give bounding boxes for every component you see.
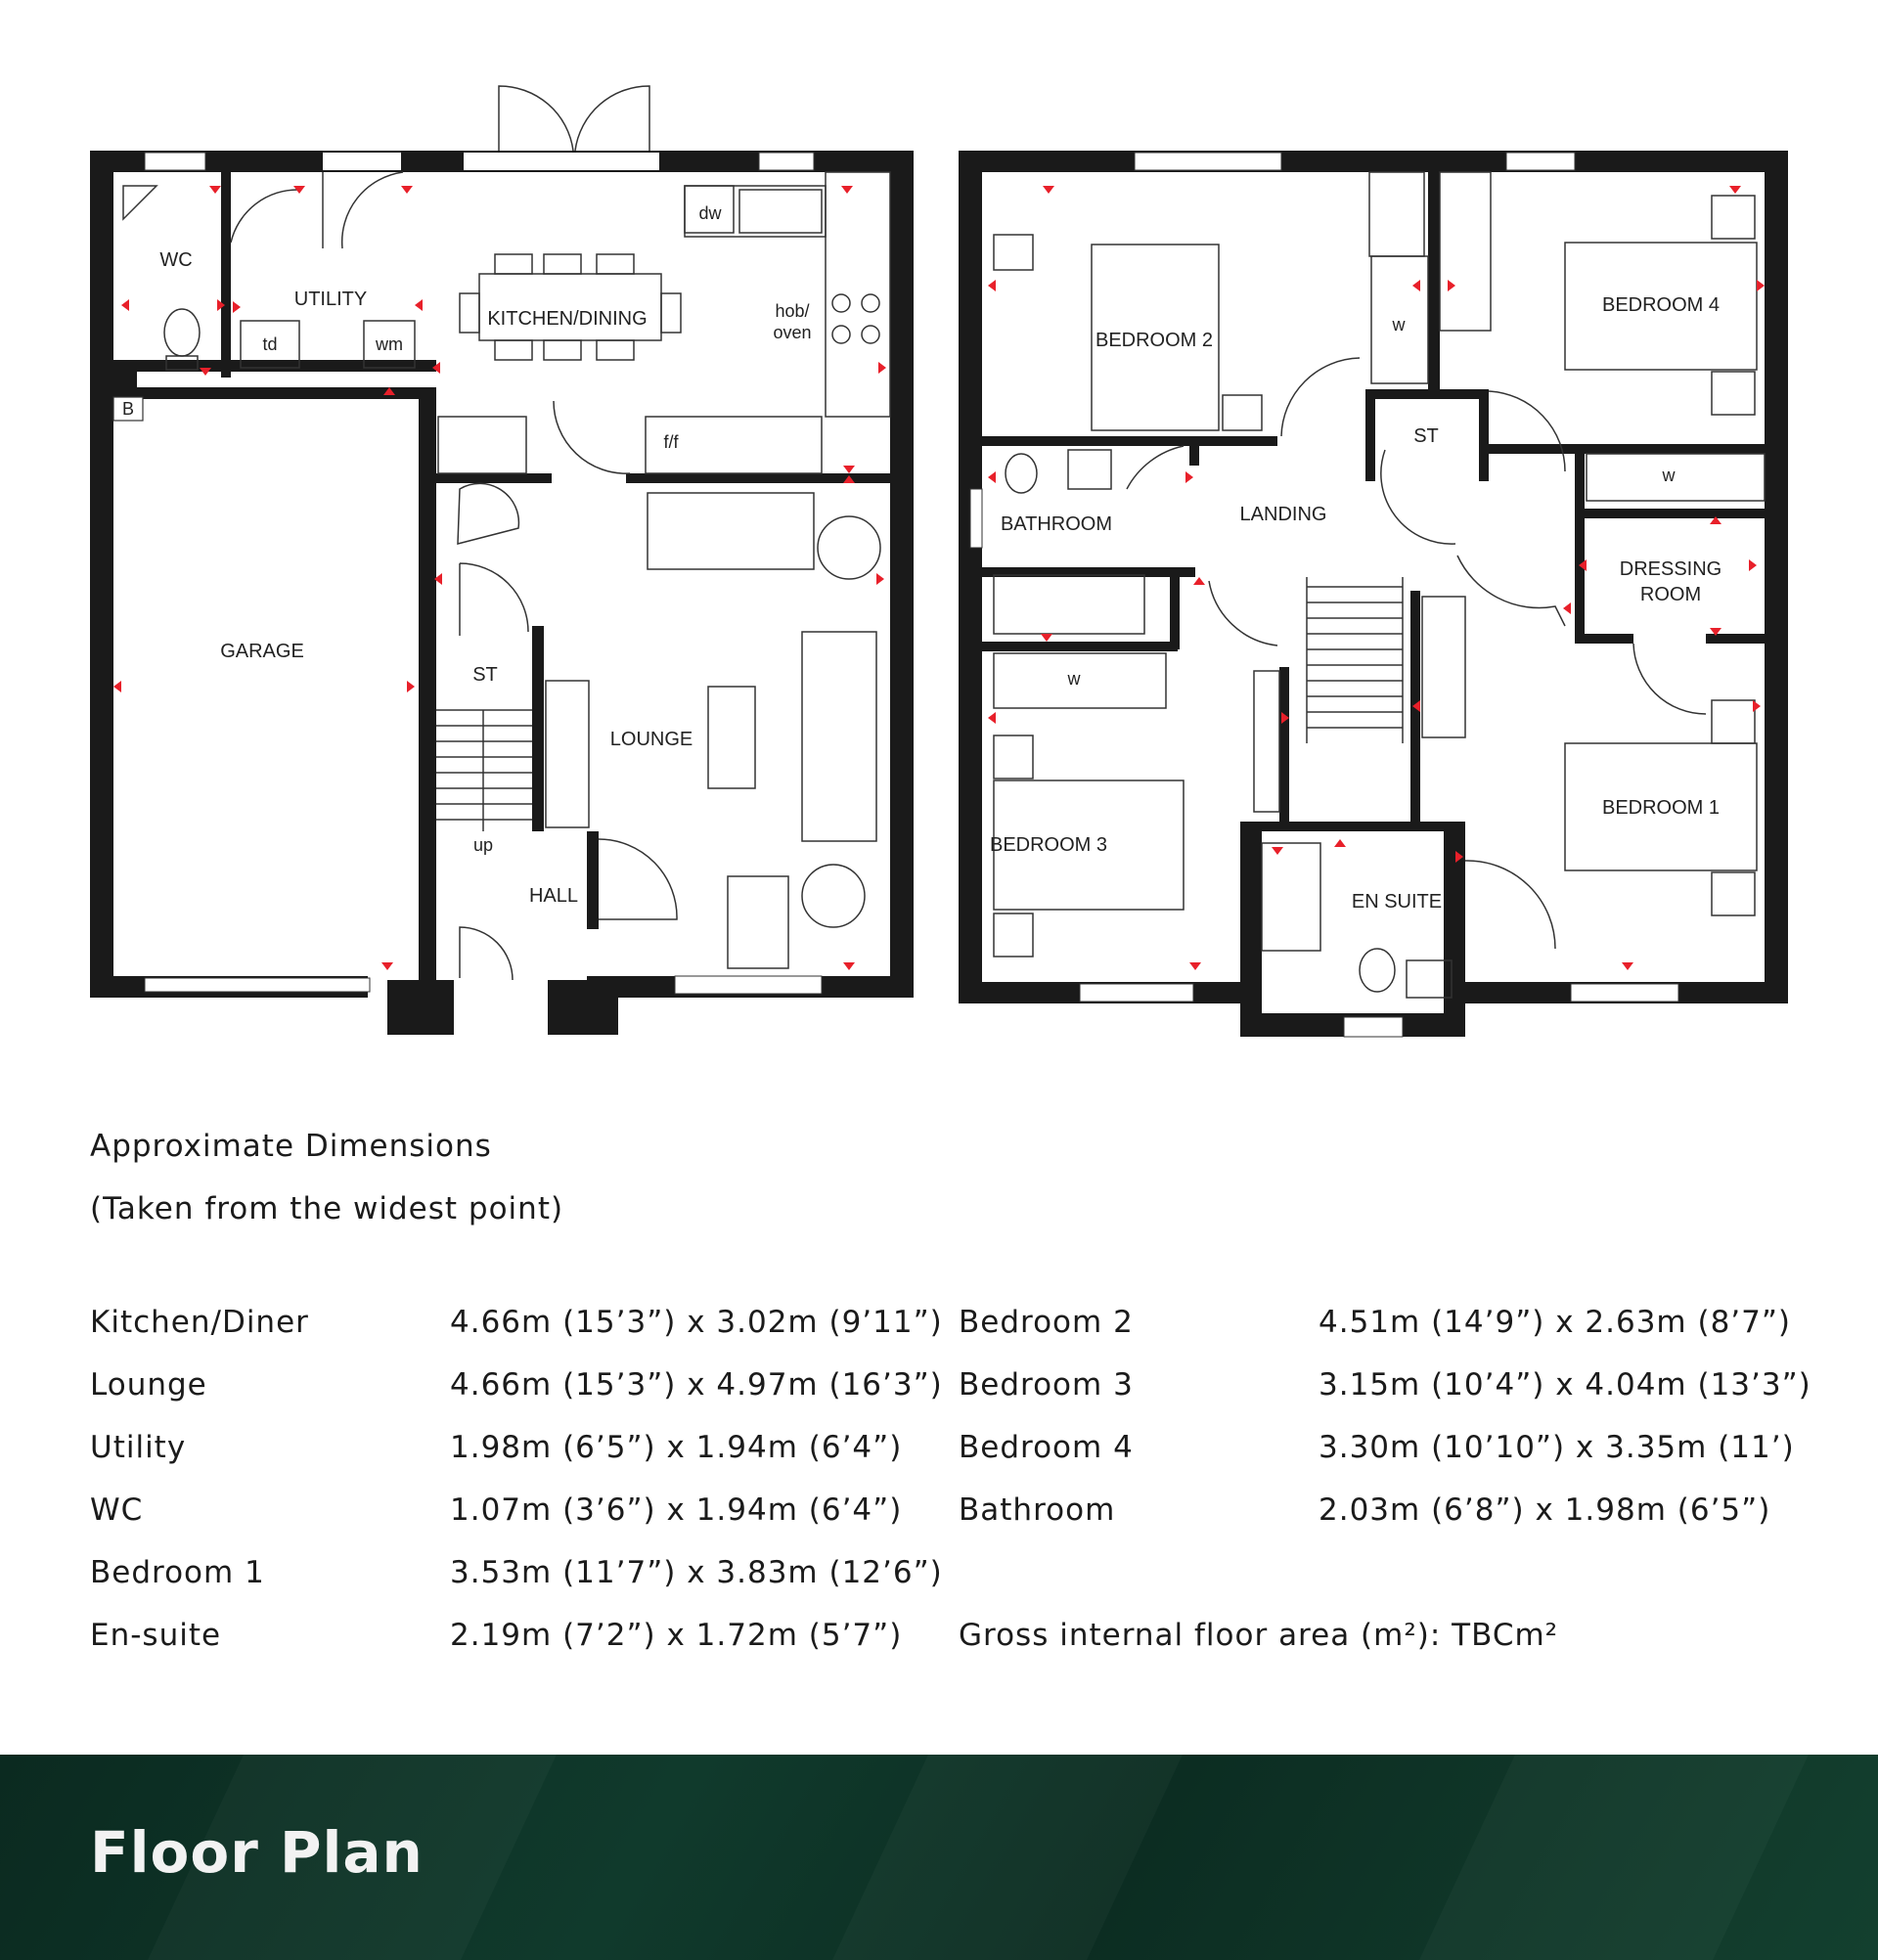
dim-room-wc: WC	[90, 1492, 144, 1528]
dim-room-utility: Utility	[90, 1430, 187, 1465]
first-floor-plan	[959, 151, 1788, 1037]
boiler-label: B	[121, 399, 135, 419]
dim-room-bedroom3: Bedroom 3	[959, 1367, 1134, 1403]
wardrobe-label-2: w	[1067, 669, 1081, 689]
dim-size-bedroom3: 3.15m (10’4”) x 4.04m (13’3”)	[1319, 1367, 1811, 1403]
bedroom1-label: BEDROOM 1	[1601, 797, 1721, 819]
dim-room-bedroom2: Bedroom 2	[959, 1305, 1134, 1340]
kitchen-dining-label: KITCHEN/DINING	[487, 308, 648, 330]
dim-room-bathroom: Bathroom	[959, 1492, 1116, 1528]
hob-label: hob/	[775, 301, 810, 321]
gross-floor-area: Gross internal floor area (m²): TBCm²	[959, 1618, 1559, 1653]
dimensions-title: Approximate Dimensions	[90, 1129, 492, 1164]
wardrobe-label-1: w	[1392, 315, 1406, 334]
wm-label: wm	[376, 334, 403, 354]
dim-room-bedroom4: Bedroom 4	[959, 1430, 1134, 1465]
footer-title: Floor Plan	[90, 1819, 424, 1886]
st-label: ST	[1413, 425, 1439, 447]
dim-size-bathroom: 2.03m (6’8”) x 1.98m (6’5”)	[1319, 1492, 1771, 1528]
dim-size-bedroom4: 3.30m (10’10”) x 3.35m (11’)	[1319, 1430, 1795, 1465]
hall-label: HALL	[528, 885, 579, 907]
garage-label: GARAGE	[220, 641, 304, 662]
dressing-room-label-2: ROOM	[1639, 584, 1702, 605]
dim-room-en-suite: En-suite	[90, 1618, 222, 1653]
dim-size-kitchen: 4.66m (15’3”) x 3.02m (9’11”)	[450, 1305, 943, 1340]
dimensions-section	[90, 1115, 1811, 1653]
dim-size-wc: 1.07m (3’6”) x 1.94m (6’4”)	[450, 1492, 903, 1528]
stairs-up-label: up	[472, 835, 494, 855]
bathroom-label: BATHROOM	[1000, 513, 1113, 535]
dim-room-bedroom1: Bedroom 1	[90, 1555, 265, 1590]
landing-label: LANDING	[1239, 504, 1327, 525]
oven-label: oven	[773, 323, 812, 342]
wardrobe-label-3: w	[1662, 466, 1676, 485]
bedroom4-label: BEDROOM 4	[1601, 294, 1721, 316]
lounge-label: LOUNGE	[609, 729, 693, 750]
en-suite-label: EN SUITE	[1351, 891, 1443, 913]
bedroom3-label: BEDROOM 3	[989, 834, 1108, 856]
td-label: td	[262, 334, 278, 354]
dim-room-kitchen: Kitchen/Diner	[90, 1305, 309, 1340]
ground-floor-plan	[90, 86, 914, 1035]
dim-room-lounge: Lounge	[90, 1367, 207, 1403]
bedroom2-label: BEDROOM 2	[1095, 330, 1214, 351]
wc-label: WC	[159, 249, 193, 271]
st-label: ST	[472, 664, 498, 686]
dim-size-lounge: 4.66m (15’3”) x 4.97m (16’3”)	[450, 1367, 943, 1403]
dishwasher-label: dw	[698, 203, 722, 223]
fridge-freezer-label: f/f	[663, 432, 679, 452]
dim-size-utility: 1.98m (6’5”) x 1.94m (6’4”)	[450, 1430, 903, 1465]
utility-label: UTILITY	[293, 289, 368, 310]
footer-banner	[0, 1755, 1878, 1960]
dim-size-bedroom2: 4.51m (14’9”) x 2.63m (8’7”)	[1319, 1305, 1792, 1340]
dim-size-bedroom1: 3.53m (11’7”) x 3.83m (12’6”)	[450, 1555, 943, 1590]
dim-size-en-suite: 2.19m (7’2”) x 1.72m (5’7”)	[450, 1618, 903, 1653]
dimensions-subtitle: (Taken from the widest point)	[90, 1191, 564, 1226]
dressing-room-label-1: DRESSING	[1619, 558, 1722, 580]
